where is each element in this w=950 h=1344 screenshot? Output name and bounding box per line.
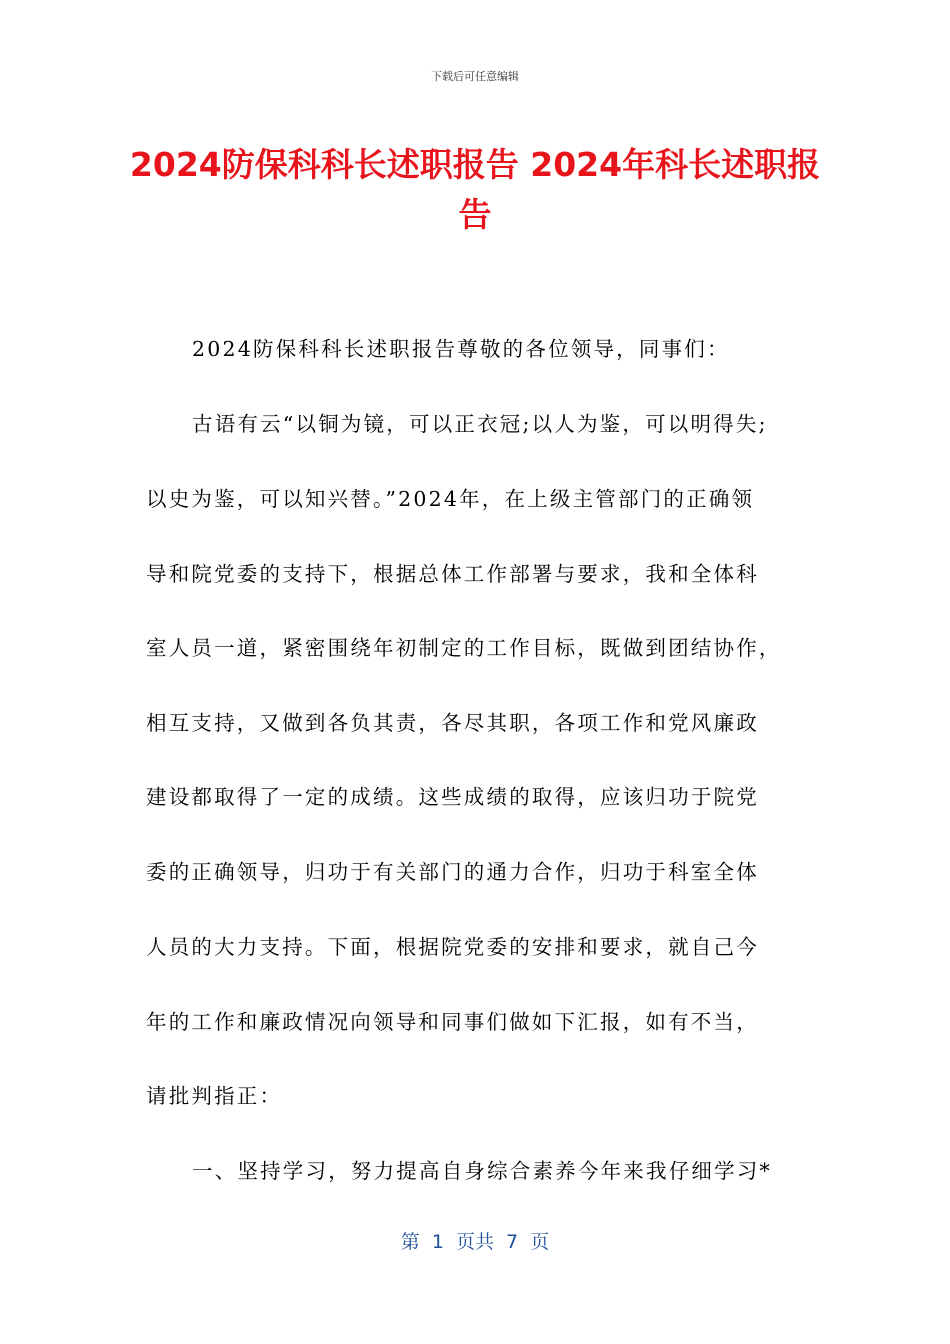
paragraph-line: 室人员一道，紧密围绕年初制定的工作目标，既做到团结协作，: [146, 636, 782, 660]
footer-suffix: 页: [530, 1231, 550, 1253]
paragraph-line: 委的正确领导，归功于有关部门的通力合作，归功于科室全体: [146, 860, 759, 884]
paragraph-line: 以史为鉴，可以知兴替。”2024年，在上级主管部门的正确领: [146, 487, 755, 511]
paragraph-line: 建设都取得了一定的成绩。这些成绩的取得，应该归功于院党: [146, 785, 759, 809]
footer-middle: 页共: [455, 1231, 494, 1253]
paragraph-line: 人员的大力支持。下面，根据院党委的安排和要求，就自己今: [146, 935, 759, 959]
paragraph-line: 相互支持，又做到各负其责，各尽其职，各项工作和党风廉政: [146, 711, 759, 735]
document-title: 2024防保科科长述职报告 2024年科长述职报告: [129, 145, 821, 234]
footer-total-pages: 7: [506, 1231, 519, 1253]
paragraph-line: 一、坚持学习，努力提高自身综合素养今年来我仔细学习*: [192, 1159, 772, 1183]
footer-prefix: 第: [400, 1231, 420, 1253]
paragraph-line: 请批判指正：: [146, 1084, 283, 1108]
page-footer: [0, 1227, 950, 1254]
paragraph-line: 导和院党委的支持下，根据总体工作部署与要求，我和全体科: [146, 562, 759, 586]
paragraph-line: 古语有云“以铜为镜，可以正衣冠;以人为鉴，可以明得失;: [192, 412, 768, 436]
footer-page-number: 1: [431, 1231, 444, 1253]
paragraph-line: 2024防保科科长述职报告尊敬的各位领导，同事们：: [192, 337, 730, 361]
header-note: 下载后可任意编辑: [431, 70, 519, 83]
paragraph-line: 年的工作和廉政情况向领导和同事们做如下汇报，如有不当，: [146, 1010, 759, 1034]
